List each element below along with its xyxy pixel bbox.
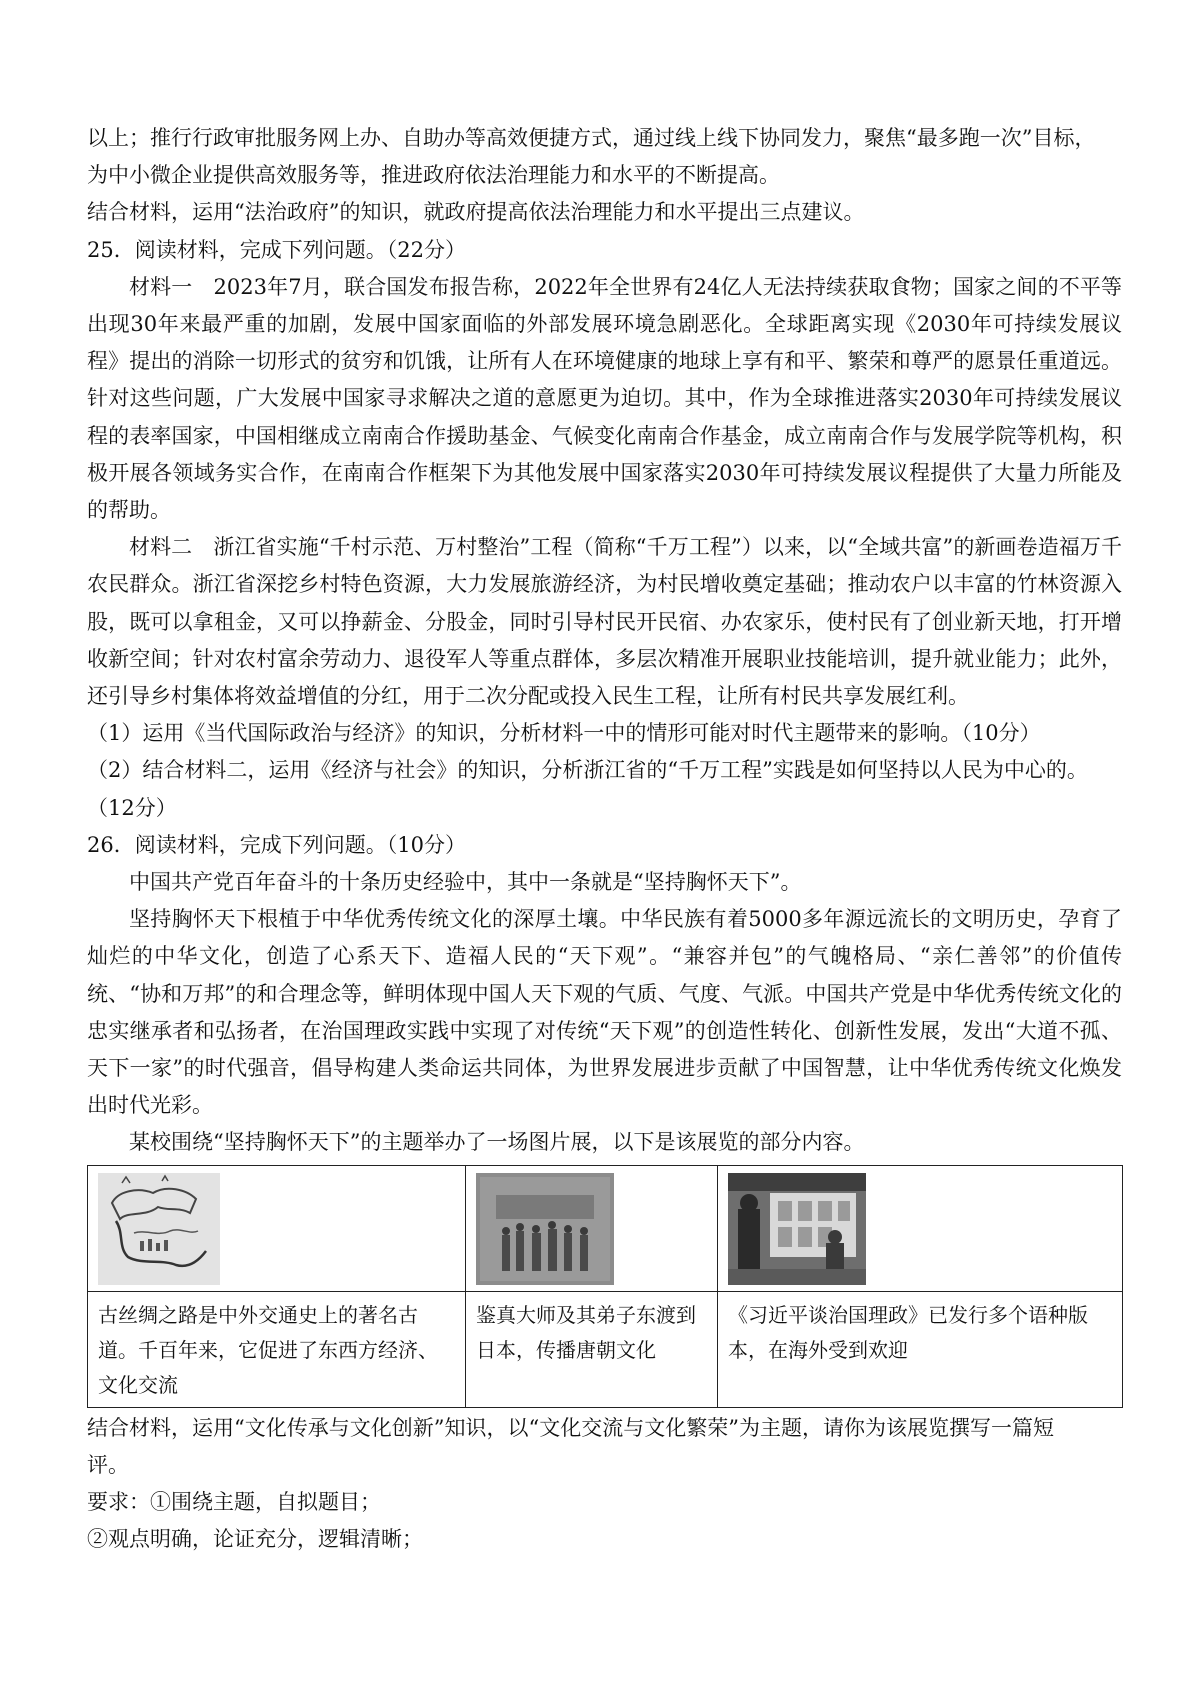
exhibit-caption-3: 《习近平谈治国理政》已发行多个语种版本，在海外受到欢迎 xyxy=(718,1291,1123,1407)
q26-paragraph-2: 坚持胸怀天下根植于中华优秀传统文化的深厚土壤。中华民族有着5000多年源远流长的文明历史，孕育了灿烂的中华文化，创造了心系天下、造福人民的“天下观”。“兼容并包”的气魄格局、“亲仁善邻”的价值传统、“协和万邦”的和合理念等，鲜明体现中国人天下观的气质、气度、气派。中国共产党是中华优秀传统文化的忠实继承者和弘扬者，在治国理政实践中实现了对传统“天下观”的创造性转化、创新性发展，发出“大道不孤、天下一家”的时代强音，倡导构建人类命运共同体，为世界发展进步贡献了中国智慧，让中华优秀传统文化焕发出时代光彩。 xyxy=(87,907,1122,1118)
q26-task-line-2: 评。 xyxy=(87,1452,129,1477)
q25-material-1: 材料一 2023年7月，联合国发布报告称，2022年全世界有24亿人无法持续获取食物；国家之间的不平等出现30年来最严重的加剧，发展中国家面临的外部发展环境急剧恶化。全球距离实现《2030年可持续发展议程》提出的消除一切形式的贫穷和饥饿，让所有人在环境健康的地球上享有和平、繁荣和尊严的愿景任重道远。针对这些问题，广大发展中国家寻求解决之道的意愿更为迫切。其中，作为全球推进落实2030年可持续发展议程的表率国家，中国相继成立南南合作援助基金、气候变化南南合作基金，成立南南合作与发展学院等机构，积极开展各领域务实合作，在南南合作框架下为其他发展中国家落实2030年可持续发展议程提供了大量力所能及的帮助。 xyxy=(87,274,1122,523)
q26-requirement-1: 要求：①围绕主题，自拟题目； xyxy=(87,1490,381,1515)
q25-subquestion-2: （2）结合材料二，运用《经济与社会》的知识，分析浙江省的“千万工程”实践是如何坚持以人民为中心的。 xyxy=(87,758,1088,783)
intro-line-1: 以上；推行行政审批服务网上办、自助办等高效便捷方式，通过线上线下协同发力，聚焦“最多跑一次”目标， xyxy=(87,126,1096,150)
q25-subquestion-1: （1）运用《当代国际政治与经济》的知识，分析材料一中的情形可能对时代主题带来的影响。（10分） xyxy=(87,721,1041,746)
intro-task: 结合材料，运用“法治政府”的知识，就政府提高依法治理能力和水平提出三点建议。 xyxy=(87,200,865,225)
question-25-heading: 25．阅读材料，完成下列问题。（22分） xyxy=(87,237,466,262)
exhibit-caption-row xyxy=(88,1291,1123,1407)
exhibit-image-row xyxy=(88,1165,1123,1291)
exhibit-image-cell-2 xyxy=(466,1165,718,1291)
exhibit-image-cell-1 xyxy=(88,1165,466,1291)
exhibit-table xyxy=(87,1165,1123,1408)
silk-road-map-image xyxy=(98,1173,220,1285)
q26-task-line-1: 结合材料，运用“文化传承与文化创新”知识，以“文化交流与文化繁荣”为主题，请你为该展览撰写一篇短 xyxy=(87,1415,1054,1440)
q25-material-2: 材料二 浙江省实施“千村示范、万村整治”工程（简称“千万工程”）以来，以“全域共富”的新画卷造福万千农民群众。浙江省深挖乡村特色资源，大力发展旅游经济，为村民增收奠定基础；推动农户以丰富的竹林资源入股，既可以拿租金，又可以挣薪金、分股金，同时引导村民开民宿、办农家乐，使村民有了创业新天地，打开增收新空间；针对农村富余劳动力、退役军人等重点群体，多层次精准开展职业技能培训，提升就业能力；此外，还引导乡村集体将效益增值的分红，用于二次分配或投入民生工程，让所有村民共享发展红利。 xyxy=(87,535,1122,709)
q25-subquestion-2-score: （12分） xyxy=(87,795,177,820)
question-26-heading: 26．阅读材料，完成下列问题。（10分） xyxy=(87,832,466,857)
q26-requirement-2: ②观点明确，论证充分，逻辑清晰； xyxy=(87,1527,423,1552)
exhibit-caption-2: 鉴真大师及其弟子东渡到日本，传播唐朝文化 xyxy=(466,1291,718,1407)
exam-page xyxy=(87,120,1122,1559)
book-exhibition-photo xyxy=(728,1173,866,1285)
q26-paragraph-1: 中国共产党百年奋斗的十条历史经验中，其中一条就是“坚持胸怀天下”。 xyxy=(129,870,802,895)
intro-line-2: 为中小微企业提供高效服务等，推进政府依法治理能力和水平的不断提高。 xyxy=(87,163,780,188)
exhibit-caption-1: 古丝绸之路是中外交通史上的著名古道。千百年来，它促进了东西方经济、文化交流 xyxy=(88,1291,466,1407)
jianzhen-mural-image xyxy=(476,1173,614,1285)
q26-paragraph-3: 某校围绕“坚持胸怀天下”的主题举办了一场图片展，以下是该展览的部分内容。 xyxy=(129,1130,865,1155)
exhibit-image-cell-3 xyxy=(718,1165,1123,1291)
